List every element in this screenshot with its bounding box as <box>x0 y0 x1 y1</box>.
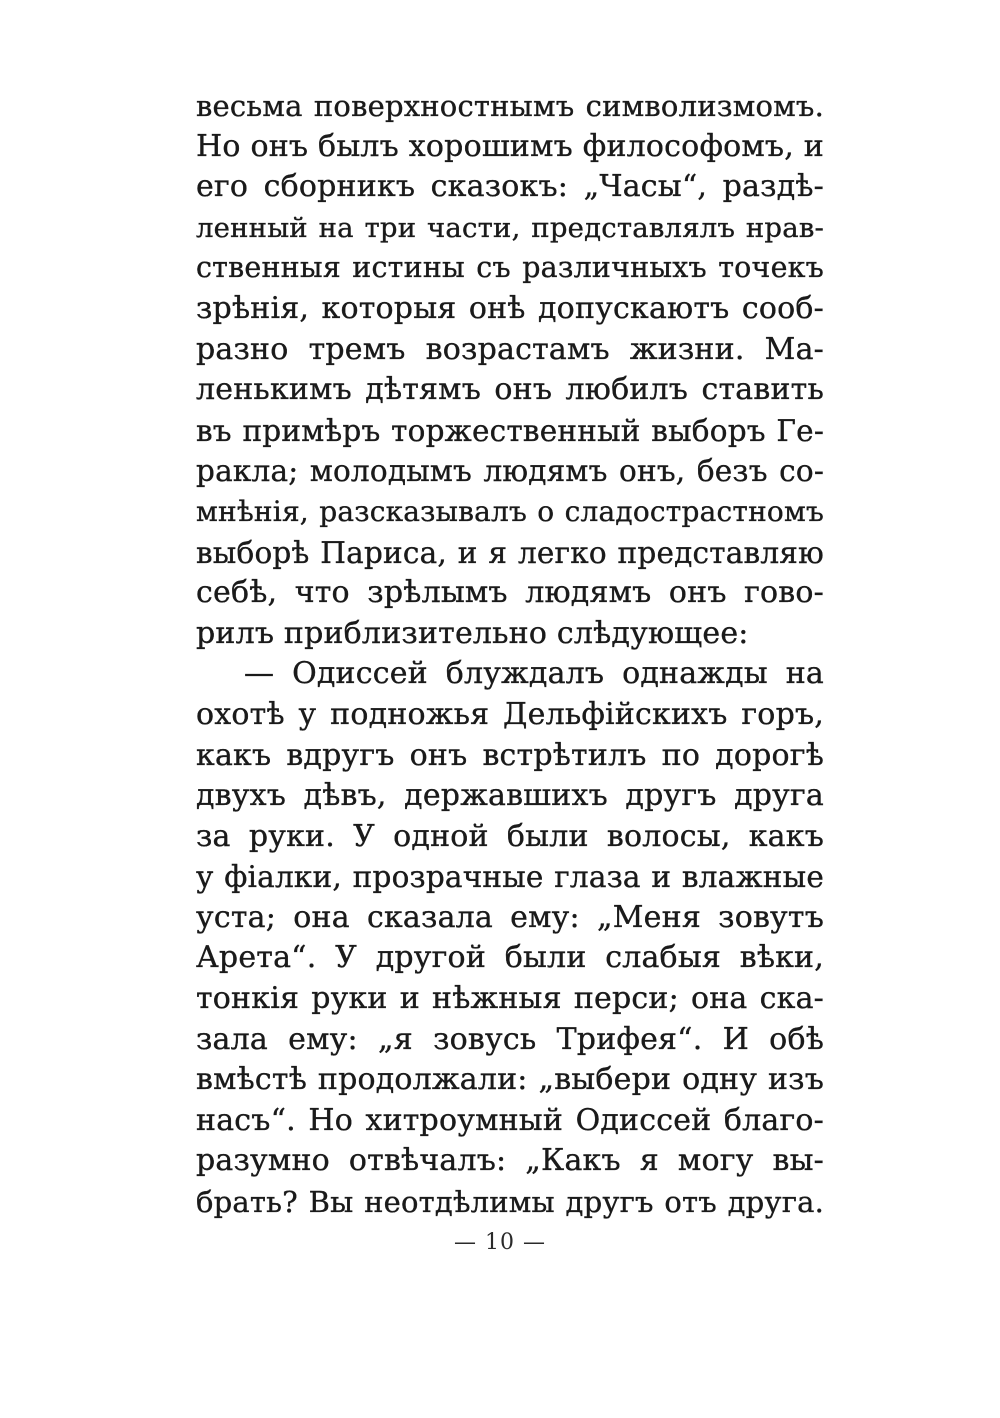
text-line: — Одиссей блуждалъ однажды на <box>244 656 824 692</box>
text-line: за руки. У одной были волосы, какъ <box>196 818 824 854</box>
text-line: себѣ, что зрѣлымъ людямъ онъ гово- <box>196 575 824 611</box>
text-line: ленькимъ дѣтямъ онъ любилъ ставить <box>196 372 824 408</box>
text-line: разно тремъ возрастамъ жизни. Ма- <box>196 331 824 367</box>
text-line: насъ“. Но хитроумный Одиссей благо- <box>196 1102 824 1138</box>
text-line: у фіалки, прозрачные глаза и влажные <box>196 860 824 895</box>
text-line: Арета“. У другой были слабыя вѣки, <box>196 940 824 976</box>
text-line: рилъ приблизительно слѣдующее: <box>196 615 749 651</box>
text-line: ственныя истины съ различныхъ точекъ <box>196 251 824 285</box>
text-line: выборѣ Париса, и я легко представляю <box>196 535 824 570</box>
text-line: охотѣ у подножья Дельфійскихъ горъ, <box>196 696 824 732</box>
text-line: ракла; молодымъ людямъ онъ, безъ со- <box>196 454 824 489</box>
text-line: брать? Вы неотдѣлимы другъ отъ друга. <box>196 1185 824 1220</box>
text-line: двухъ дѣвъ, державшихъ другъ друга <box>196 778 824 814</box>
body-text <box>196 86 824 1223</box>
text-line: зрѣнія, которыя онѣ допускаютъ сооб- <box>196 290 824 326</box>
text-line: разумно отвѣчалъ: „Какъ я могу вы- <box>196 1143 824 1179</box>
text-line: ленный на три части, представлялъ нрав- <box>196 211 824 244</box>
text-line: весьма поверхностнымъ символизмомъ. <box>196 89 824 123</box>
text-line: тонкія руки и нѣжныя перси; она ска- <box>196 981 824 1017</box>
page-number: — 10 — <box>454 1230 546 1255</box>
text-line: уста; она сказала ему: „Меня зовутъ <box>196 899 824 935</box>
text-line: въ примѣръ торжественный выборъ Ге- <box>196 413 824 448</box>
text-line: вмѣстѣ продолжали: „выбери одну изъ <box>196 1062 824 1098</box>
text-line: его сборникъ сказокъ: „Часы“, раздѣ- <box>196 169 824 205</box>
text-line: Но онъ былъ хорошимъ философомъ, и <box>196 128 824 164</box>
text-line: какъ вдругъ онъ встрѣтилъ по дорогѣ <box>196 737 824 773</box>
text-line: мнѣнія, разсказывалъ о сладострастномъ <box>196 494 824 528</box>
text-line: зала ему: „я зовусь Трифея“. И обѣ <box>196 1021 824 1057</box>
